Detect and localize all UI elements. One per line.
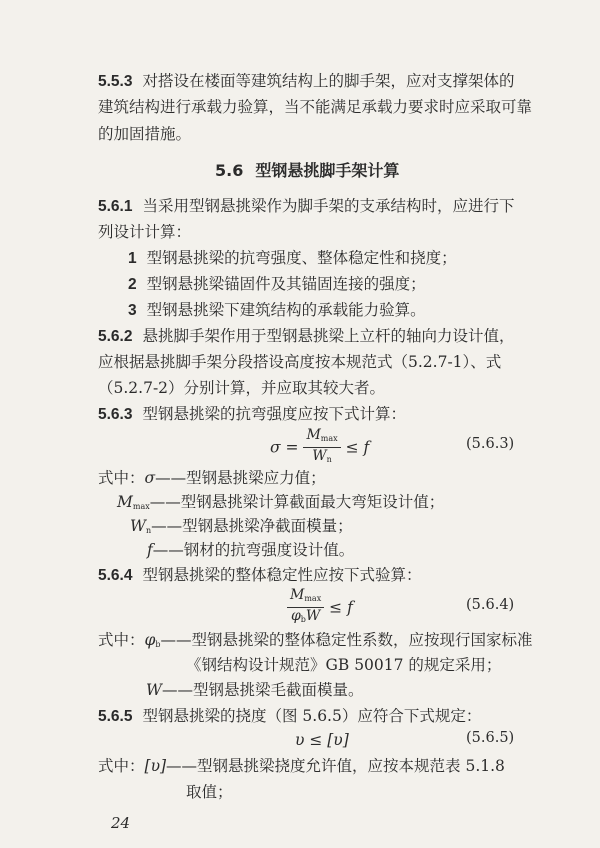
clause-5-5-3-line1: 5.5.3 对搭设在楼面等建筑结构上的脚手架，应对支撑架体的 xyxy=(98,72,515,90)
where-5-6-5-def-v: 式中：[υ]——型钢悬挑梁挠度允许值，应按本规范表 5.1.8 xyxy=(98,757,505,775)
equation-5-6-5-label: (5.6.5) xyxy=(466,730,515,746)
equation-5-6-4: $\frac{M_{max}}{\varphi_bW}$ ≤ f xyxy=(287,587,353,627)
equation-5-6-3-fraction: $\frac{M_{max}}{W_n}$ xyxy=(303,427,340,468)
section-5-6-heading: 5.6 型钢悬挑脚手架计算 xyxy=(215,161,400,180)
clause-5-5-3-line2: 建筑结构进行承载力验算，当不能满足承载力要求时应采取可靠 xyxy=(98,98,533,116)
where-5-6-4-def-phib: 式中：$\varphi_b——$型钢悬挑梁的整体稳定性系数，应按现行国家标准 xyxy=(98,631,533,649)
clause-5-6-1-item-2: 2 型钢悬挑梁锚固件及其锚固连接的强度； xyxy=(128,275,426,293)
where-5-6-3-def-mmax: $M_{max}——$型钢悬挑梁计算截面最大弯矩设计值； xyxy=(117,493,445,511)
clause-5-6-3-line1: 5.6.3 型钢悬挑梁的抗弯强度应按下式计算： xyxy=(98,405,406,423)
clause-5-6-2-line3: （5.2.7-2）分别计算，并应取其较大者。 xyxy=(98,379,386,397)
page-number: 24 xyxy=(111,814,131,832)
where-5-6-3-def-wn: $W_n——$型钢悬挑梁净截面模量； xyxy=(130,517,353,535)
where-5-6-3-def-f: f——钢材的抗弯强度设计值。 xyxy=(147,541,355,559)
clause-5-6-1-item-1: 1 型钢悬挑梁的抗弯强度、整体稳定性和挠度； xyxy=(128,249,457,267)
equation-5-6-4-label: (5.6.4) xyxy=(466,597,515,613)
clause-5-6-2-line2: 应根据悬挑脚手架分段搭设高度按本规范式（5.2.7-1）、式 xyxy=(98,353,502,371)
clause-5-6-4-line1: 5.6.4 型钢悬挑梁的整体稳定性应按下式验算： xyxy=(98,566,422,584)
clause-5-6-1-item-3: 3 型钢悬挑梁下建筑结构的承载能力验算。 xyxy=(128,301,426,319)
equation-5-6-5: υ ≤ [υ] xyxy=(295,731,349,749)
clause-5-6-1-line2: 列设计计算： xyxy=(98,223,192,241)
where-5-6-4-def-w: W——型钢悬挑梁毛截面模量。 xyxy=(146,681,364,699)
equation-5-6-3-label: (5.6.3) xyxy=(466,436,515,452)
clause-5-6-2-line1: 5.6.2 悬挑脚手架作用于型钢悬挑梁上立杆的轴向力设计值， xyxy=(98,327,515,345)
where-5-6-5-def-v-cont: 取值； xyxy=(186,783,233,801)
equation-5-6-4-fraction: $\frac{M_{max}}{\varphi_bW}$ xyxy=(287,587,324,628)
where-5-6-3-def-sigma: 式中：σ——型钢悬挑梁应力值； xyxy=(98,469,326,487)
clause-5-5-3-line3: 的加固措施。 xyxy=(98,125,192,143)
where-5-6-4-def-phib-cont: 《钢结构设计规范》GB 50017 的规定采用； xyxy=(186,656,502,674)
equation-5-6-3: σ = $\frac{M_{max}}{W_n}$ ≤ f xyxy=(270,427,369,467)
clause-5-6-5-line1: 5.6.5 型钢悬挑梁的挠度（图 5.6.5）应符合下式规定： xyxy=(98,707,482,725)
clause-5-6-1-line1: 5.6.1 当采用型钢悬挑梁作为脚手架的支承结构时，应进行下 xyxy=(98,197,515,215)
